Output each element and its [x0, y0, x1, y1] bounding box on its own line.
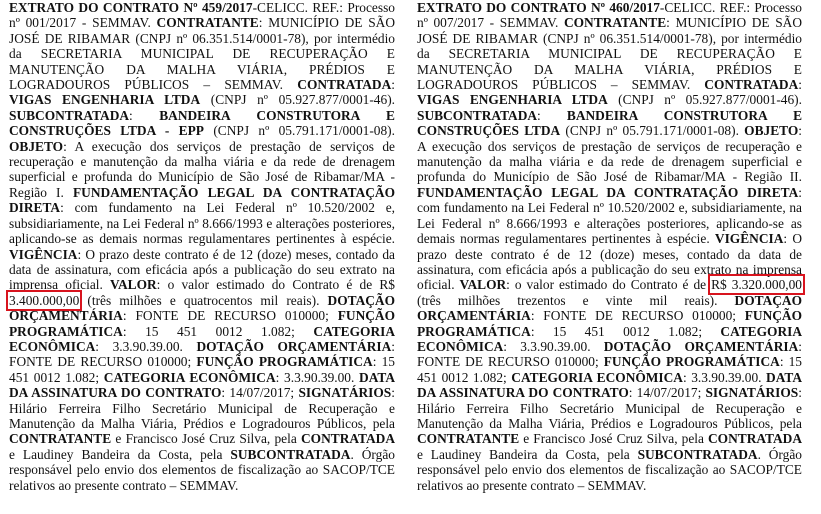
cnpj-subcontratada: (CNPJ nº 05.791.171/0001-08).: [203, 123, 395, 139]
text-funcao: : 15 451 0012 1.082;: [9, 354, 395, 385]
label-contratada: CONTRATADA: [301, 431, 395, 447]
text-funcao: : 15 451 0012 1.082;: [530, 323, 721, 339]
label-subcontratada: SUBCONTRATADA: [637, 446, 758, 462]
text-categoria: : 3.3.90.39.00.: [503, 338, 604, 354]
label-fundamentacao: FUNDAMENTAÇÃO LEGAL DA CONTRATAÇÃO DIRETA: [9, 184, 395, 216]
label-subcontratada: SUBCONTRATADA: [9, 107, 130, 123]
text-orgao-responsavel: . Órgão responsável pelo envio dos elementos de fiscalização ao SACOP/TCE relativos ao presente contrato – SEMMAV.: [417, 446, 802, 493]
text-data-assinatura: : 14/07/2017;: [221, 385, 299, 401]
highlighted-amount: 3.400.000,00: [9, 292, 80, 308]
label-dotacao: DOTAÇÃO ORÇAMENTÁRIA: [9, 292, 395, 324]
label-signatarios: SIGNATÁRIOS: [705, 385, 799, 401]
text-contratante: : MUNICÍPIO DE SÃO JOSÉ DE RIBAMAR (CNPJ nº 06.351.514/0001-78), por intermédio da SECRETARIA MUNICIPAL DE RECUPERAÇÃO E MANUTENÇÃO DA MALHA VIÁRIA, PRÉDIOS E LOGRADOUROS PÚBLICOS – SEMMAV.: [9, 15, 395, 93]
text-signatario: e Laudiney Bandeira da Costa, pela: [417, 446, 638, 462]
separator: :: [129, 107, 160, 123]
separator: :: [391, 77, 395, 93]
text-dotacao: : FONTE DE RECURSO 010000;: [530, 308, 745, 324]
label-valor: VALOR: [459, 277, 507, 293]
separator: :: [537, 107, 567, 123]
contract-heading: EXTRATO DO CONTRATO Nº 459/2017: [9, 0, 253, 15]
text-contratante: : MUNICÍPIO DE SÃO JOSÉ DE RIBAMAR (CNPJ nº 06.351.514/0001-78), por intermédio da SECRETARIA MUNICIPAL DE RECUPERAÇÃO E MANUTENÇÃO DA MALHA VIÁRIA, PRÉDIOS E LOGRADOUROS PÚBLICOS – SEMMAV.: [417, 15, 802, 93]
text-signatario: e Francisco José Cruz Silva, pela: [111, 431, 302, 447]
text-categoria: : 3.3.90.39.00.: [95, 338, 197, 354]
label-contratada: CONTRATADA: [704, 77, 799, 93]
cnpj-contratada: (CNPJ nº 05.927.877/0001-46).: [200, 92, 395, 108]
label-dotacao: DOTAÇÃO ORÇAMENTÁRIA: [603, 338, 799, 354]
text-funcao: : 15 451 0012 1.082;: [122, 323, 314, 339]
name-contratada: VIGAS ENGENHARIA LTDA: [417, 92, 608, 108]
amount-in-words: (três milhões e quatrocentos mil reais).: [79, 292, 328, 308]
name-subcontratada: BANDEIRA CONSTRUTORA E CONSTRUÇÕES LTDA - EPP: [9, 107, 395, 139]
label-fundamentacao: FUNDAMENTAÇÃO LEGAL DA CONTRATAÇÃO DIRETA: [417, 184, 799, 200]
label-data-assinatura: DATA DA ASSINATURA DO CONTRATO: [9, 369, 396, 401]
contract-extract-460: [417, 0, 802, 493]
label-contratada: CONTRATADA: [297, 77, 392, 93]
text-valor: : o valor estimado do Contrato é de: [506, 277, 712, 293]
contract-heading: EXTRATO DO CONTRATO Nº 460/2017: [417, 0, 660, 15]
label-categoria: CATEGORIA ECONÔMICA: [9, 323, 395, 354]
amount-in-words: (três milhões trezentos e vinte mil reais).: [417, 292, 735, 308]
text-dotacao: : FONTE DE RECURSO 010000;: [417, 338, 802, 370]
text-valor: : o valor estimado do Contrato é de R$: [156, 277, 395, 293]
label-dotacao: DOTAÇÃO ORÇAMENTÁRIA: [196, 338, 392, 354]
label-vigencia: VIGÊNCIA: [714, 231, 784, 247]
label-objeto: OBJETO: [9, 138, 64, 154]
label-funcao: FUNÇÃO PROGRAMÁTICA: [9, 308, 395, 339]
text-signatarios: : Hilário Ferreira Filho Secretário Municipal de Recuperação e Manutenção da Malha Viária, Prédios e Logradouros Públicos, pela: [417, 385, 802, 431]
text-fundamentacao: : com fundamento na Lei Federal nº 10.520/2002 e, subsidiariamente, na Lei Federal nº 8.666/1993 e alterações posteriores, aplicando-se as demais normas regulamentares pertinentes à espécie.: [417, 184, 802, 247]
text-categoria: : 3.3.90.39.00.: [682, 369, 767, 385]
label-contratante: CONTRATANTE: [563, 15, 667, 31]
text-vigencia: : O prazo deste contrato é de 12 (doze) meses, contado da data de assinatura, com eficácia após a publicação do seu extrato na imprensa oficial.: [9, 246, 395, 293]
label-valor: VALOR: [110, 277, 157, 293]
text-signatarios: : Hilário Ferreira Filho Secretário Municipal de Recuperação e Manutenção da Malha Viária, Prédios e Logradouros Públicos, pela: [9, 385, 395, 431]
text-orgao-responsavel: . Órgão responsável pelo envio dos elementos de fiscalização ao SACOP/TCE relativos ao presente contrato – SEMMAV.: [9, 446, 395, 493]
text-data-assinatura: : 14/07/2017;: [628, 385, 706, 401]
label-contratante: CONTRATANTE: [417, 431, 520, 447]
highlighted-amount: R$ 3.320.000,00: [711, 277, 802, 293]
text-funcao: : 15 451 0012 1.082;: [417, 354, 802, 385]
contract-extract-459: [9, 0, 395, 493]
text-fundamentacao: : com fundamento na Lei Federal nº 10.520/2002 e, subsidiariamente, na Lei Federal nº 8.666/1993 e alterações posteriores, aplicando-se as demais normas regulamentares pertinentes à espécie.: [9, 200, 395, 247]
contract-paragraph: [9, 0, 395, 493]
label-categoria: CATEGORIA ECONÔMICA: [417, 323, 802, 354]
label-categoria: CATEGORIA ECONÔMICA: [511, 369, 683, 385]
name-subcontratada: BANDEIRA CONSTRUTORA E CONSTRUÇÕES LTDA: [417, 107, 802, 139]
label-funcao: FUNÇÃO PROGRAMÁTICA: [603, 354, 780, 370]
label-contratante: CONTRATANTE: [9, 431, 112, 447]
text-signatario: e Francisco José Cruz Silva, pela: [519, 431, 709, 447]
cnpj-contratada: (CNPJ nº 05.927.877/0001-46).: [607, 92, 802, 108]
label-data-assinatura: DATA DA ASSINATURA DO CONTRATO: [417, 369, 803, 401]
text-objeto: : A execução dos serviços de prestação de serviços de recuperação e manutenção da malha viária e da rede de drenagem superficial e profunda do Município de São José de Ribamar/MA - Região I.: [9, 138, 395, 200]
text-signatario: e Laudiney Bandeira da Costa, pela: [9, 446, 231, 462]
cnpj-subcontratada: (CNPJ nº 05.791.171/0001-08).: [560, 123, 745, 139]
label-subcontratada: SUBCONTRATADA: [417, 107, 538, 123]
label-dotacao: DOTAÇÃO ORÇAMENTÁRIA: [417, 292, 802, 324]
label-contratante: CONTRATANTE: [156, 15, 259, 31]
label-objeto: OBJETO: [744, 123, 799, 139]
name-contratada: VIGAS ENGENHARIA LTDA: [9, 92, 201, 108]
label-funcao: FUNÇÃO PROGRAMÁTICA: [417, 308, 802, 339]
separator: :: [798, 77, 802, 93]
contract-paragraph: [417, 0, 802, 493]
text-categoria: : 3.3.90.39.00.: [275, 369, 360, 385]
label-vigencia: VIGÊNCIA: [9, 246, 78, 262]
contract-reference: -CELICC. REF.: Processo nº 007/2017 - SEMMAV.: [417, 0, 802, 31]
text-objeto: : A execução dos serviços de prestação de serviços de recuperação e manutenção da malha viária e da rede de drenagem superficial e profunda do Município de São José de Ribamar/MA - Região II.: [417, 123, 802, 185]
label-categoria: CATEGORIA ECONÔMICA: [103, 369, 276, 385]
label-funcao: FUNÇÃO PROGRAMÁTICA: [196, 354, 373, 370]
label-subcontratada: SUBCONTRATADA: [230, 446, 351, 462]
label-contratada: CONTRATADA: [708, 431, 802, 447]
label-signatarios: SIGNATÁRIOS: [298, 385, 392, 401]
text-dotacao: : FONTE DE RECURSO 010000;: [122, 308, 338, 324]
text-vigencia: : O prazo deste contrato é de 12 (doze) meses, contado da data de assinatura, com eficácia após a publicação do seu extrato na imprensa oficial.: [417, 231, 802, 293]
text-dotacao: : FONTE DE RECURSO 010000;: [9, 338, 395, 370]
contract-reference: -CELICC. REF.: Processo nº 001/2017 - SEMMAV.: [9, 0, 395, 31]
